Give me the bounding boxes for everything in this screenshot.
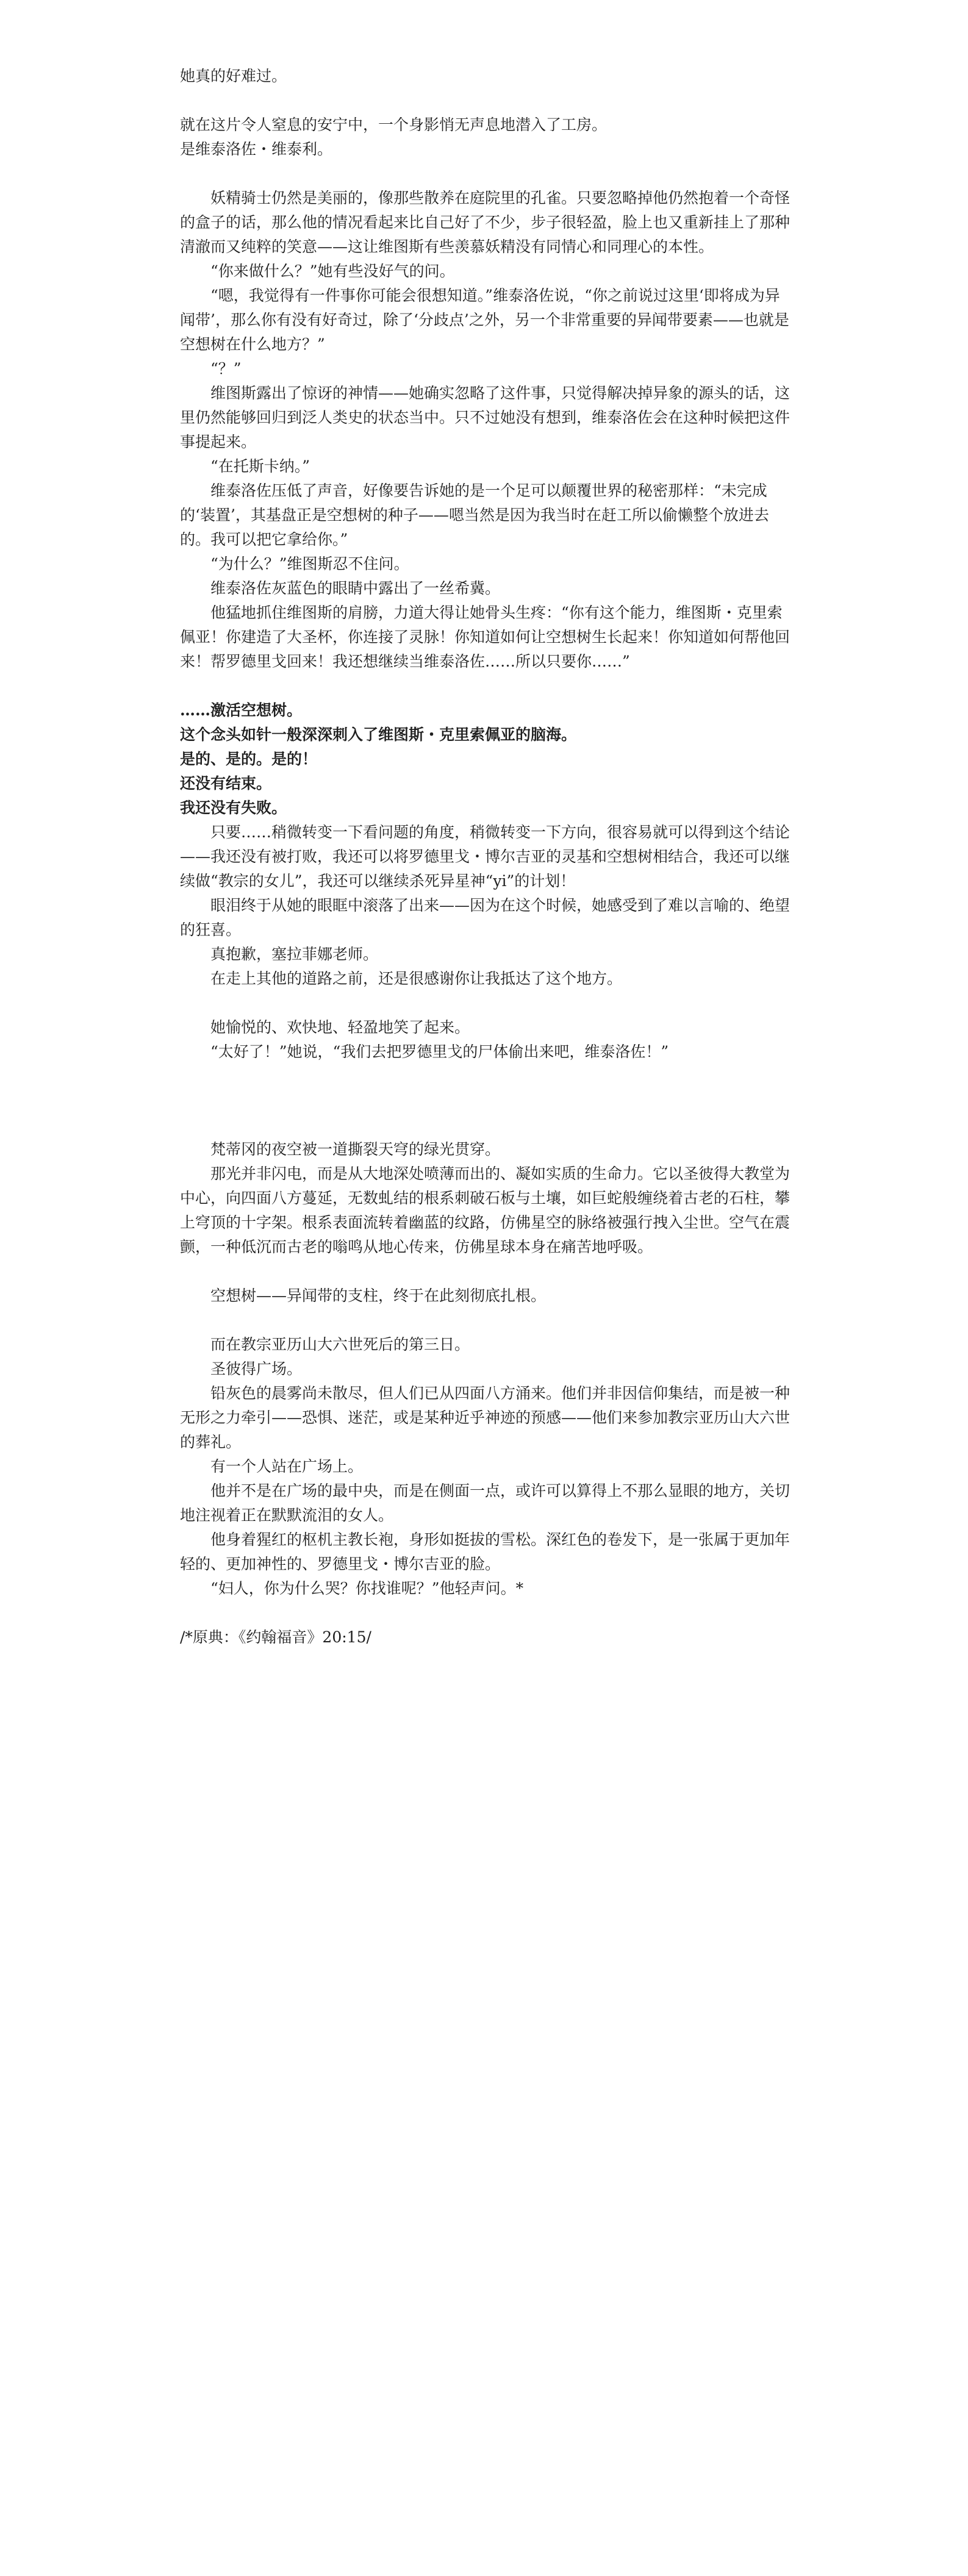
paragraph: 他猛地抓住维图斯的肩膀，力道大得让她骨头生疼：“你有这个能力，维图斯・克里索佩亚！你建造了大圣杯，你连接了灵脉！你知道如何让空想树生长起来！你知道如何帮他回来！帮罗德里戈回来！我还想继续当维泰洛佐……所以只要你……” [180,604,791,670]
dialogue-line: “嗯，我觉得有一件事你可能会很想知道。”维泰洛佐说，“你之前说过这里‘即将成为异闻带’，那么你有没有好奇过，除了‘分歧点’之外，另一个非常重要的异闻带要素——也就是空想树在什么地方？” [180,287,789,353]
paragraph: 真抱歉，塞拉菲娜老师。 [210,945,379,963]
emphasis-line: 是的、是的。是的！ [180,750,318,768]
emphasis-line: 还没有结束。 [180,775,272,792]
dialogue-line: “你来做什么？”她有些没好气的问。 [210,262,455,280]
paragraph: 圣彼得广场。 [210,1360,303,1378]
dialogue-line: “妇人，你为什么哭？你找谁呢？”他轻声问。* [210,1580,524,1597]
paragraph: 在走上其他的道路之前，还是很感谢你让我抵达了这个地方。 [210,970,623,987]
emphasis-line: ……激活空想树。 [180,701,303,719]
paragraph: 有一个人站在广场上。 [210,1458,364,1475]
document-body [180,64,790,1650]
paragraph: 维泰洛佐压低了声音，好像要告诉她的是一个足可以颠覆世界的秘密那样：“未完成的‘装置’，其基盘正是空想树的种子——嗯当然是因为我当时在赶工所以偷懒整个放进去的。我可以把它拿给你。” [180,482,769,548]
paragraph: 铅灰色的晨雾尚未散尽，但人们已从四面八方涌来。他们并非因信仰集结，而是被一种无形之力牵引——恐惧、迷茫，或是某种近乎神迹的预感——他们来参加教宗亚历山大六世的葬礼。 [180,1384,791,1451]
paragraph: 空想树——异闻带的支柱，终于在此刻彻底扎根。 [210,1287,547,1304]
paragraph: 就在这片令人窒息的安宁中，一个身影悄无声息地潜入了工房。 [180,116,608,134]
paragraph: 她真的好难过。 [180,67,287,85]
paragraph: 维图斯露出了惊讶的神情——她确实忽略了这件事，只觉得解决掉异象的源头的话，这里仍然能够回归到泛人类史的状态当中。只不过她没有想到，维泰洛佐会在这种时候把这件事提起来。 [180,384,791,451]
emphasis-line: 这个念头如针一般深深刺入了维图斯・克里索佩亚的脑海。 [180,726,577,743]
paragraph: 只要……稍微转变一下看问题的角度，稍微转变一下方向，很容易就可以得到这个结论——我还没有被打败，我还可以将罗德里戈・博尔吉亚的灵基和空想树相结合，我还可以继续做“教宗的女儿”，我还可以继续杀死异星神“yi”的计划！ [180,823,791,890]
paragraph: 她愉悦的、欢快地、轻盈地笑了起来。 [210,1018,470,1036]
paragraph: 眼泪终于从她的眼眶中滚落了出来——因为在这个时候，她感受到了难以言喻的、绝望的狂喜。 [180,896,791,939]
dialogue-line: “太好了！”她说，“我们去把罗德里戈的尸体偷出来吧，维泰洛佐！” [210,1043,669,1061]
paragraph: 妖精骑士仍然是美丽的，像那些散养在庭院里的孔雀。只要忽略掉他仍然抱着一个奇怪的盒子的话，那么他的情况看起来比自己好了不少，步子很轻盈，脸上也又重新挂上了那种清澈而又纯粹的笑意——这让维图斯有些羡慕妖精没有同情心和同理心的本性。 [180,189,791,256]
paragraph: 梵蒂冈的夜空被一道撕裂天穹的绿光贯穿。 [210,1140,501,1158]
paragraph: 那光并非闪电，而是从大地深处喷薄而出的、凝如实质的生命力。它以圣彼得大教堂为中心，向四面八方蔓延，无数虬结的根系刺破石板与土壤，如巨蛇般缠绕着古老的石柱，攀上穹顶的十字架。根系表面流转着幽蓝的纹路，仿佛星空的脉络被强行拽入尘世。空气在震颤，一种低沉而古老的嗡鸣从地心传来，仿佛星球本身在痛苦地呼吸。 [180,1165,791,1256]
dialogue-line: “？” [210,360,242,377]
paragraph: 他并不是在广场的最中央，而是在侧面一点，或许可以算得上不那么显眼的地方，关切地注视着正在默默流泪的女人。 [180,1482,791,1524]
paragraph: 维泰洛佐灰蓝色的眼睛中露出了一丝希冀。 [210,579,501,597]
paragraph: 是维泰洛佐・维泰利。 [180,140,333,158]
emphasis-line: 我还没有失败。 [180,799,287,817]
paragraph: 而在教宗亚历山大六世死后的第三日。 [210,1336,470,1353]
dialogue-line: “为什么？”维图斯忍不住问。 [210,555,409,573]
paragraph: 他身着猩红的枢机主教长袍，身形如挺拔的雪松。深红色的卷发下，是一张属于更加年轻的、更加神性的、罗德里戈・博尔吉亚的脸。 [180,1531,791,1573]
dialogue-line: “在托斯卡纳。” [210,457,310,475]
footnote: /*原典：《约翰福音》20:15/ [180,1628,371,1646]
